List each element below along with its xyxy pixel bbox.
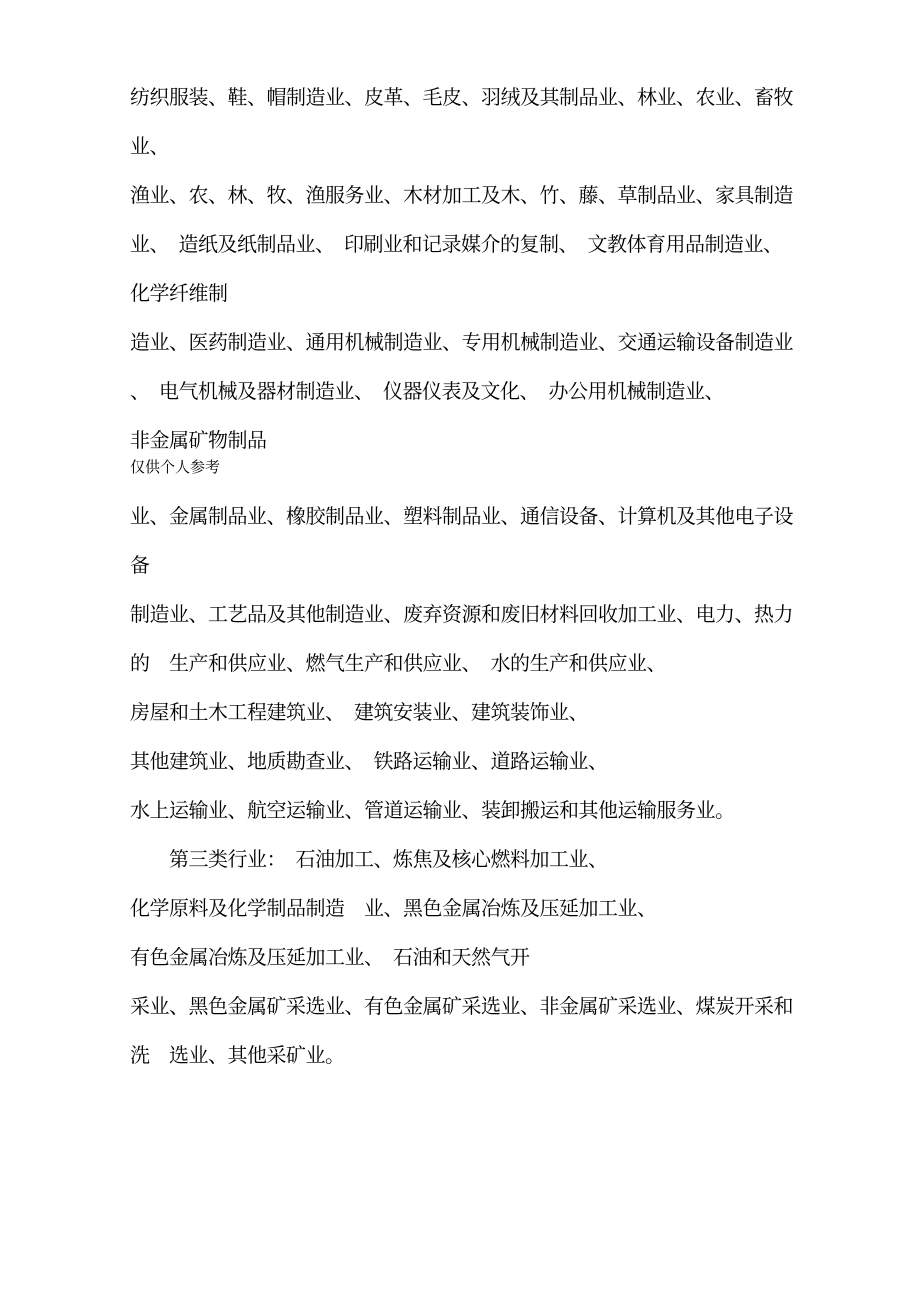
text-line: 业、金属制品业、橡胶制品业、塑料制品业、通信设备、计算机及其他电子设 bbox=[130, 504, 793, 528]
text-line: 的 生产和供应业、燃气生产和供应业、 水的生产和供应业、 bbox=[130, 651, 666, 675]
text-line: 造业、医药制造业、通用机械制造业、专用机械制造业、交通运输设备制造业 bbox=[130, 330, 793, 354]
watermark-note: 仅供个人参考 bbox=[130, 458, 221, 476]
text-line: 纺织服装、鞋、帽制造业、皮革、毛皮、羽绒及其制品业、林业、农业、畜牧 bbox=[130, 85, 793, 109]
document-body bbox=[130, 73, 810, 1080]
text-line: 渔业、农、林、牧、渔服务业、木材加工及木、竹、藤、草制品业、家具制造 bbox=[130, 183, 793, 207]
text-line: 采业、黑色金属矿采选业、有色金属矿采选业、非金属矿采选业、煤炭开采和 bbox=[130, 994, 793, 1018]
text-line: 有色金属冶炼及压延加工业、 石油和天然气开 bbox=[130, 945, 530, 969]
text-line: 制造业、工艺品及其他制造业、废弃资源和废旧材料回收加工业、电力、热力 bbox=[130, 602, 793, 626]
text-line: 化学原料及化学制品制造 业、黑色金属冶炼及压延加工业、 bbox=[130, 896, 657, 920]
text-line: 业、 造纸及纸制品业、 印刷业和记录媒介的复制、 文教体育用品制造业、 bbox=[130, 232, 783, 256]
text-line: 业、 bbox=[130, 134, 169, 158]
text-line: 化学纤维制 bbox=[130, 281, 228, 305]
text-line: 洗 选业、其他采矿业。 bbox=[130, 1043, 345, 1067]
text-line: 房屋和土木工程建筑业、 建筑安装业、建筑装饰业、 bbox=[130, 700, 588, 724]
text-line: 非金属矿物制品 bbox=[130, 428, 267, 452]
text-line: 、 电气机械及器材制造业、 仪器仪表及文化、 办公用机械制造业、 bbox=[130, 379, 724, 403]
text-line: 水上运输业、航空运输业、管道运输业、装卸搬运和其他运输服务业。 bbox=[130, 798, 735, 822]
text-line: 其他建筑业、地质勘查业、 铁路运输业、道路运输业、 bbox=[130, 749, 608, 773]
text-line: 第三类行业： 石油加工、炼焦及核心燃料加工业、 bbox=[130, 847, 608, 871]
text-line: 备 bbox=[130, 553, 150, 577]
